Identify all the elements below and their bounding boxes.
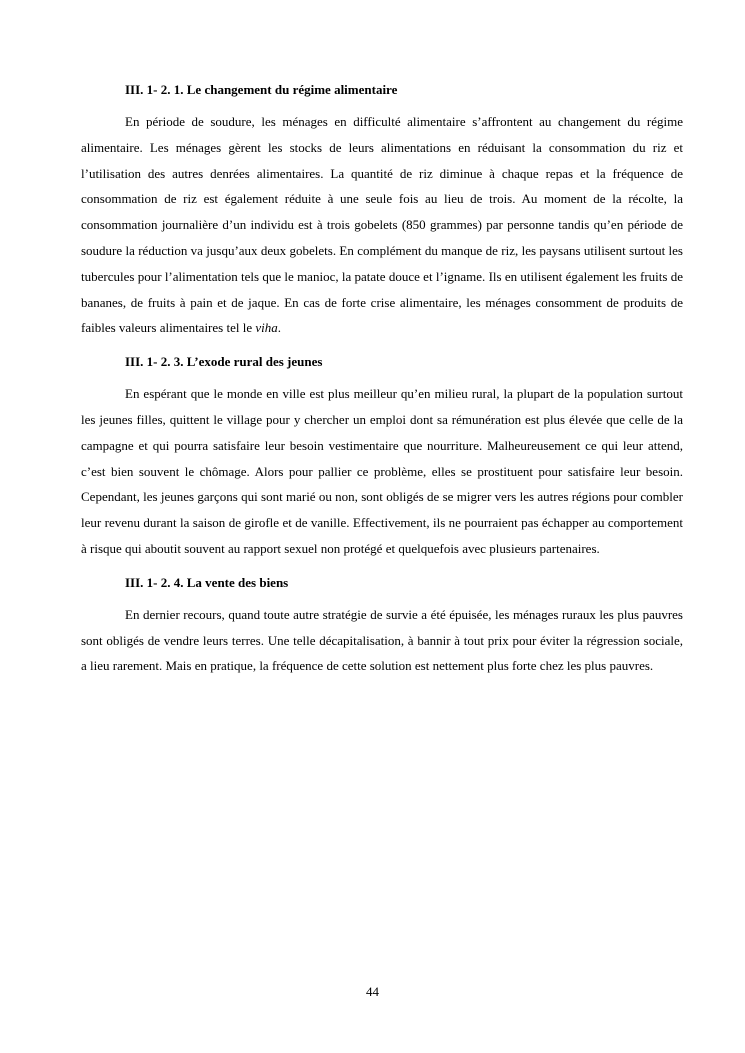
section-exode-rural <box>81 352 683 562</box>
section-vente-des-biens <box>81 573 683 679</box>
section-heading: III. 1- 2. 3. L’exode rural des jeunes <box>125 354 323 370</box>
section-paragraph: En dernier recours, quand toute autre stratégie de survie a été épuisée, les ménages ruraux les plus pauvres sont obligés de vendre leurs terres. Une telle décapitalisation, à bannir à tout prix pour éviter la régression sociale, a lieu rarement. Mais en pratique, la fréquence de cette solution est nettement plus forte chez les plus pauvres. <box>81 606 683 674</box>
paragraph-italic-term: viha <box>255 320 278 336</box>
section-paragraph <box>81 109 683 341</box>
section-heading: III. 1- 2. 1. Le changement du régime alimentaire <box>125 82 398 97</box>
paragraph-end: . <box>277 320 281 336</box>
section-regime-alimentaire <box>81 80 683 341</box>
page-number: 44 <box>366 984 379 999</box>
section-paragraph: En espérant que le monde en ville est plus meilleur qu’en milieu rural, la plupart de la population surtout les jeunes filles, quittent le village pour y chercher un emploi dont sa rémunération est plus élevée que celle de la campagne et qui pourra satisfaire leur besoin vestimentaire que nourriture. Malheureusement ce qui leur attend, c’est bien souvent le chômage. Alors pour pallier ce problème, elles se prostituent pour satisfaire leur besoin. Cependant, les jeunes garçons qui sont marié ou non, sont obligés de se migrer vers les autres régions pour combler leur revenu durant la saison de girofle et de vanille. Effectivement, ils ne pourraient pas échapper au comportement à risque qui aboutit souvent au rapport sexuel non protégé et quelquefois avec plusieurs partenaires. <box>81 386 683 556</box>
paragraph-text: En période de soudure, les ménages en difficulté alimentaire s’affrontent au changement du régime alimentaire. Les ménages gèrent les stocks de leurs alimentations en réduisant la consommation du riz et l’utilisation des autres denrées alimentaires. La quantité de riz diminue à chaque repas et la fréquence de consommation de riz est également réduite à une seule fois au lieu de trois. Au moment de la récolte, la consommation journalière d’un individu est à trois gobelets (850 grammes) par personne tandis qu’en période de soudure la réduction va jusqu’aux deux gobelets. En complément du manque de riz, les paysans utilisent surtout les tubercules pour l’alimentation tels que le manioc, la patate douce et l’igname. Ils en utilisent également les fruits de bananes, de fruits à pain et de jaque. En cas de forte crise alimentaire, les ménages consomment de produits de faibles valeurs alimentaires tel le <box>81 114 683 336</box>
section-heading: III. 1- 2. 4. La vente des biens <box>125 574 289 590</box>
document-page <box>81 80 683 690</box>
